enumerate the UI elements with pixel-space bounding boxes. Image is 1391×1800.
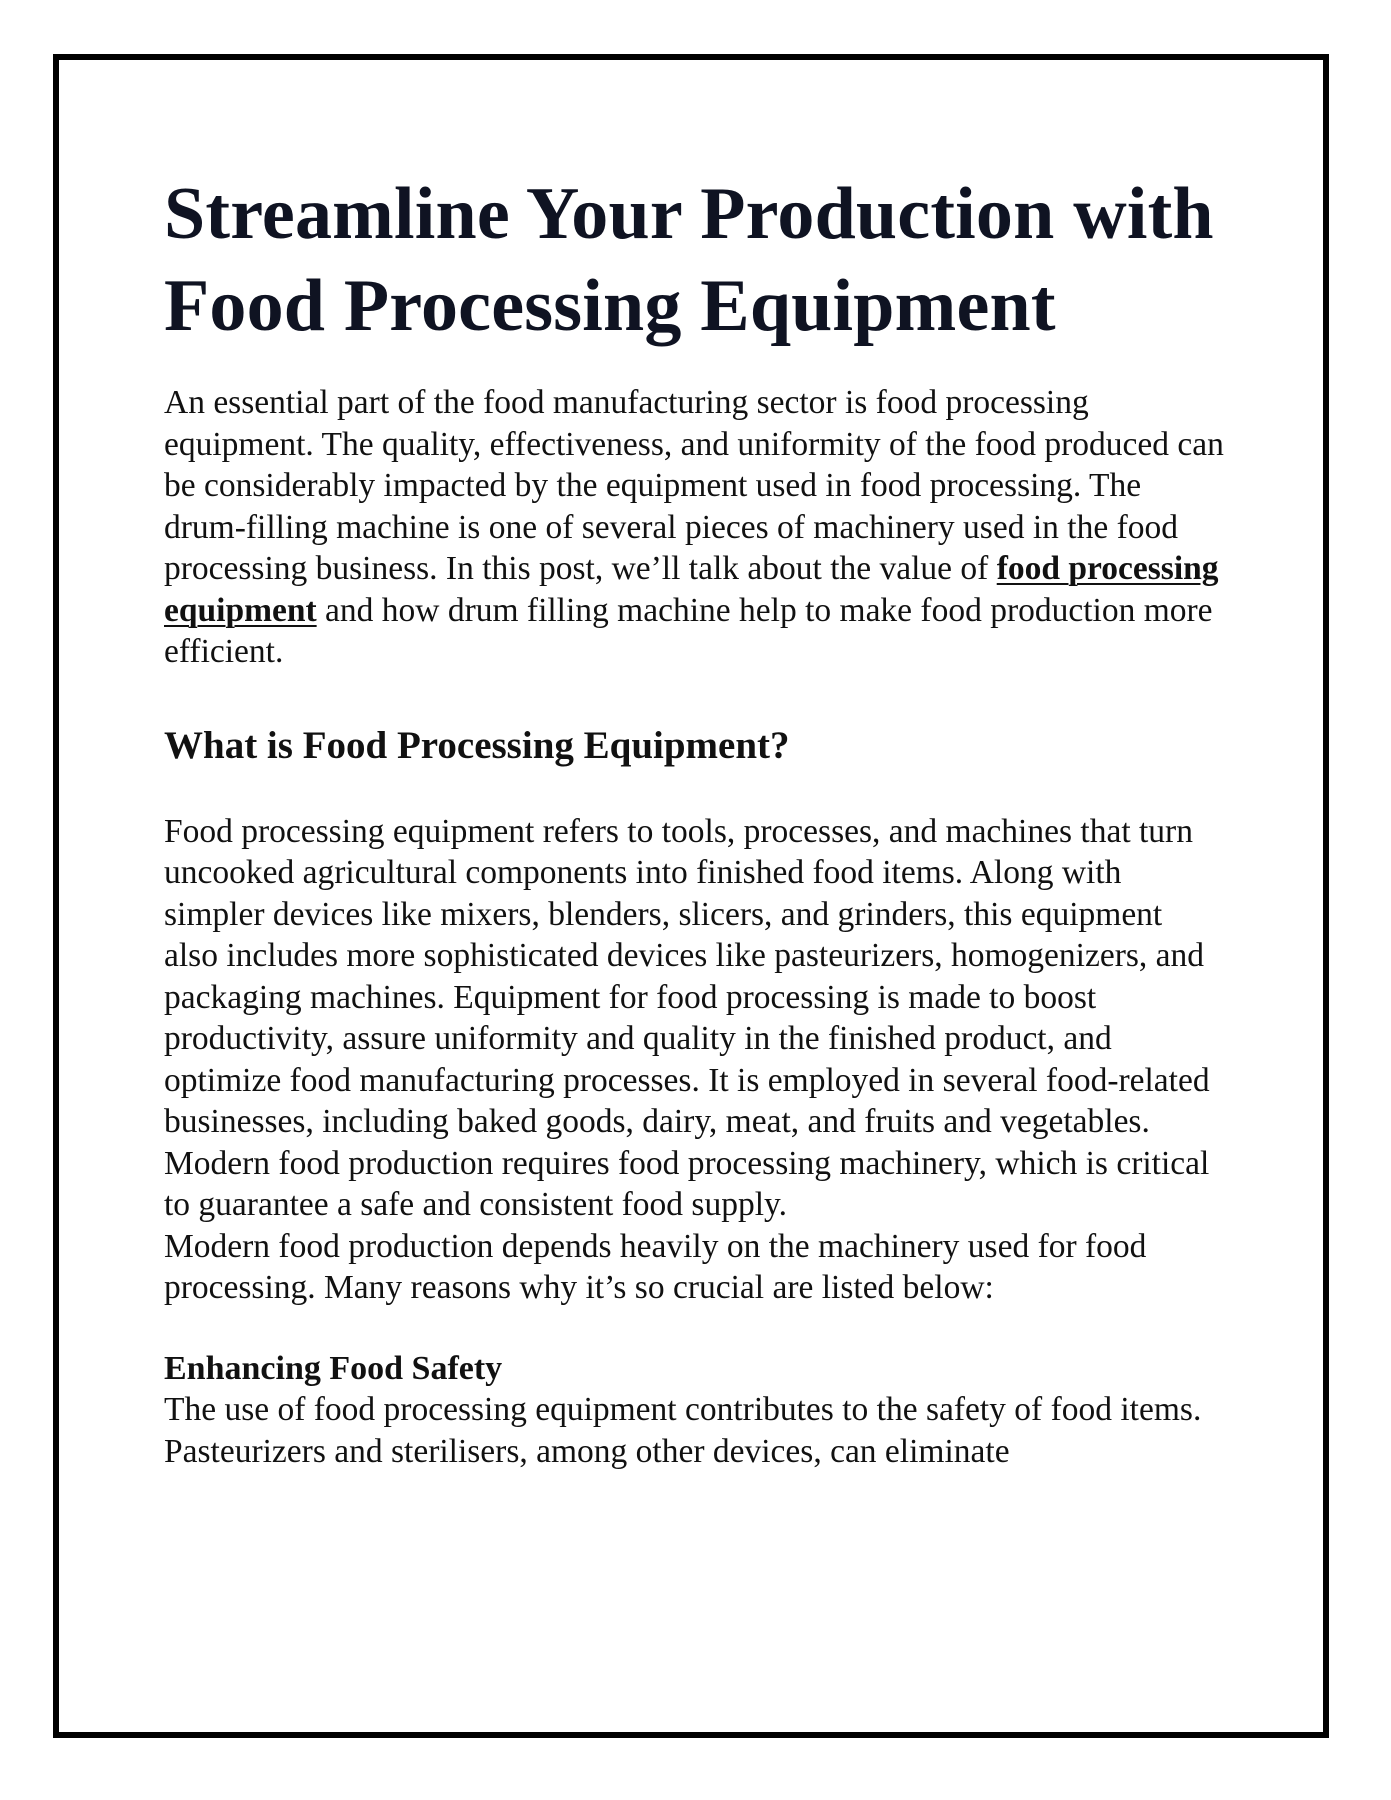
section-paragraph-1: Food processing equipment refers to tools, processes, and machines that turn uncooked agricultural components into finished food items. Along with simpler devices like mixers, blenders, slicers, and grinders, this equipment also includes more sophisticated devices like pasteurizers, homogenizers, and packaging machines. Equipment for food processing is made to boost productivity, assure uniformity and quality in the finished product, and optimize food manufacturing processes. It is employed in several food-related businesses, including baked goods, dairy, meat, and fruits and vegetables. Modern food production requires food processing machinery, which is critical to guarantee a safe and consistent food supply.: [164, 812, 1210, 1223]
subheading-enhancing-food-safety: Enhancing Food Safety: [164, 1349, 503, 1387]
document-title: Streamline Your Production with Food Processing Equipment: [164, 173, 1214, 347]
document-content: [164, 168, 1224, 1472]
intro-paragraph: [164, 382, 1224, 673]
section-heading: What is Food Processing Equipment?: [164, 723, 790, 767]
section-paragraph-2: Modern food production depends heavily on the machinery used for food processing. Many reasons why it’s so crucial are listed below:: [164, 1227, 1147, 1306]
intro-text-after-link: and how drum filling machine help to make food production more efficient.: [164, 591, 1213, 670]
food-processing-equipment-link[interactable]: food processing equipment: [164, 550, 1219, 629]
intro-text-before-link: An essential part of the food manufacturing sector is food processing equipment. The quality, effectiveness, and uniformity of the food produced can be considerably impacted by the equipment used in food processing. The drum-filling machine is one of several pieces of machinery used in the food processing business. In this post, we’ll talk about the value of: [164, 384, 1224, 587]
subheading-paragraph: The use of food processing equipment contributes to the safety of food items. Pasteurizers and sterilisers, among other devices, can eliminate: [164, 1391, 1202, 1470]
